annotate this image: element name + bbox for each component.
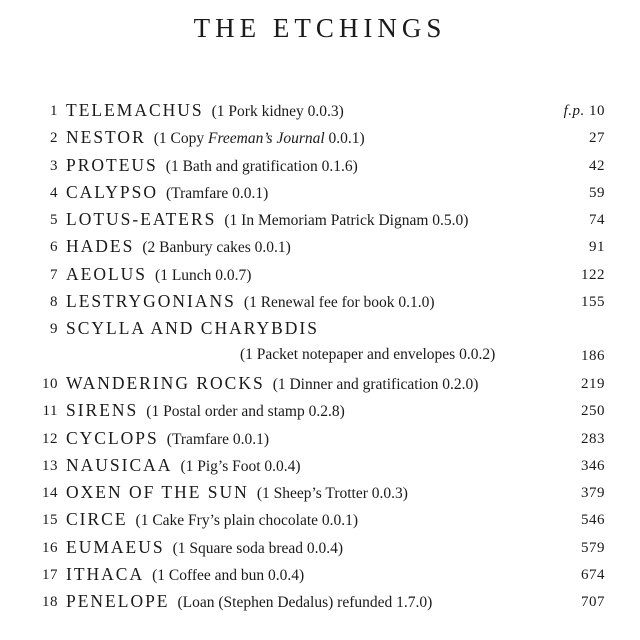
entry-page-number [581,429,605,449]
entry-note-part: (Tramfare 0.0.1) [166,430,270,448]
entry-number: 2 [50,130,58,147]
entry-line [66,317,319,341]
toc-entry [0,260,640,287]
entry-page-value: 283 [581,430,605,447]
entry-note-part: (Tramfare 0.0.1) [166,184,269,202]
entry-page-value: 74 [589,212,605,229]
entry-title: SCYLLA AND CHARYBDIS [66,318,319,339]
entry-page-number [581,456,605,476]
toc-entry [0,205,640,232]
entry-page-value: 155 [581,294,605,311]
entry-title: CYCLOPS [66,427,159,448]
entry-title: AEOLUS [66,263,148,284]
entry-line [66,427,269,451]
toc-entry [0,151,640,178]
entry-title: EUMAEUS [66,536,165,557]
entry-page-number [589,183,605,203]
entry-page-number [581,510,605,530]
entry-note [244,294,435,311]
entry-note-part: (1 Postal order and stamp 0.2.8) [146,403,345,421]
entry-page-number [589,210,605,230]
entry-number: 15 [42,512,58,529]
toc-entry [0,560,640,587]
entry-title: HADES [66,236,135,257]
entry-page-number [581,292,605,312]
entry-note [224,212,468,229]
entry-note [152,567,304,584]
toc-entry [0,178,640,205]
entry-number: 16 [42,539,58,556]
entry-number: 5 [50,212,58,229]
entry-note [142,239,291,256]
entry-number: 3 [50,157,58,174]
entry-line [66,154,358,178]
entry-number: 9 [50,321,58,338]
entry-line [66,290,435,314]
entry-note-part: (2 Banbury cakes 0.0.1) [142,239,291,257]
entry-note-part: (1 Packet notepaper and envelopes 0.0.2) [240,346,496,364]
toc-entry [0,505,640,532]
entry-note-part: (1 Coffee and bun 0.0.4) [152,567,305,585]
entry-note [180,458,300,475]
entry-title: WANDERING ROCKS [66,372,265,393]
entry-note [240,344,495,366]
entry-number: 8 [50,294,58,311]
entry-number: 17 [42,567,58,584]
entry-note [173,540,343,557]
entry-line [66,372,478,396]
entry-page-number [581,401,605,421]
toc-entry [0,369,640,396]
entry-page-value: 42 [589,157,605,174]
toc-entry [0,123,640,150]
entry-note-part: 0.0.1) [324,130,365,148]
entry-title: PENELOPE [66,591,170,612]
entry-note-part: (1 Pork kidney 0.0.3) [211,103,344,120]
entry-line [66,454,301,478]
entry-title: LESTRYGONIANS [66,291,236,312]
entry-page-number [589,128,605,148]
entry-page-value: 707 [581,594,605,611]
entry-note-part: (1 Square soda bread 0.0.4) [172,539,344,557]
entry-note [146,403,344,420]
entry-page-value: 579 [581,539,605,556]
entry-note-part: (1 Copy [153,130,208,148]
entry-line [66,99,344,123]
entry-line [66,399,345,423]
entry-page-value: 546 [581,512,605,529]
entry-note-part: (1 Pig’s Foot 0.0.4) [180,457,301,475]
entry-title: SIRENS [66,400,139,421]
entry-line [66,508,358,532]
toc-entry [0,314,640,369]
entry-page-value: 674 [581,567,605,584]
entry-page-number [564,101,605,121]
toc-entry [0,424,640,451]
entry-page-value: 250 [581,403,605,420]
entry-note [155,267,251,284]
entry-number: 1 [50,103,58,119]
entry-page-value: 122 [581,266,605,283]
entry-line [66,481,408,505]
entry-page-number [581,374,605,394]
entry-note [154,130,365,147]
toc-entry [0,396,640,423]
entry-number: 10 [42,375,58,392]
toc-entry [0,478,640,505]
entry-note [273,376,479,393]
entry-line [66,563,304,587]
entry-note-part: (1 Renewal fee for book 0.1.0) [243,294,435,312]
entry-number: 6 [50,239,58,256]
entry-note [167,431,269,448]
entry-note-part: (1 Lunch 0.0.7) [155,266,252,284]
entry-page-value: 219 [581,375,605,392]
entry-note [178,594,433,611]
toc-entry [0,96,640,123]
toc-entry [0,587,640,614]
entry-title: TELEMACHUS [66,100,204,120]
entry-note-part: (1 Dinner and gratification 0.2.0) [272,375,479,393]
entry-title: NESTOR [66,127,146,148]
entry-note-part: (1 Bath and gratification 0.1.6) [165,157,358,175]
entry-number: 11 [42,403,58,420]
entry-page-value: 27 [589,130,605,147]
entry-note-part: Freeman’s Journal [208,130,325,148]
entry-line [66,126,365,150]
entry-page-value: 346 [581,457,605,474]
entry-title: LOTUS-EATERS [66,209,217,230]
entry-page-value: 186 [581,348,605,365]
entry-line [66,208,468,232]
entry-page-number [589,156,605,176]
entry-page-value: 91 [589,239,605,256]
entry-page-number [581,565,605,585]
entry-title: OXEN OF THE SUN [66,482,249,503]
entry-note-part: (1 In Memoriam Patrick Dignam 0.5.0) [224,212,469,230]
entry-line [66,590,432,614]
entry-note-part: (Loan (Stephen Dedalus) refunded 1.7.0) [177,594,433,612]
toc-entry [0,287,640,314]
entry-page-number [589,237,605,257]
entry-title: CALYPSO [66,181,158,202]
table-of-contents [0,96,640,615]
entry-page-number [581,592,605,612]
entry-page-number [581,483,605,503]
entry-note [166,185,268,202]
entry-line [66,235,291,259]
entry-note-part: (1 Cake Fry’s plain chocolate 0.0.1) [135,512,359,530]
entry-title: NAUSICAA [66,454,173,475]
page-title: THE ETCHINGS [193,13,447,43]
entry-note [212,103,344,120]
toc-entry [0,232,640,259]
entry-number: 12 [42,430,58,447]
entry-page-prefix: f.p. [563,103,585,119]
entry-number: 7 [50,266,58,283]
entry-page-value: 10 [589,103,605,119]
toc-entry [0,533,640,560]
entry-number: 13 [42,457,58,474]
entry-line [66,536,343,560]
entry-note [257,485,408,502]
entry-page-value: 59 [589,184,605,201]
entry-page-number [581,346,605,366]
toc-entry [0,451,640,478]
entry-title: ITHACA [66,564,145,585]
entry-note [136,512,359,529]
entry-line [66,181,268,205]
entry-page-value: 379 [581,485,605,502]
entry-number: 4 [50,184,58,201]
entry-number: 14 [42,485,58,502]
entry-page-number [581,265,605,285]
entry-line [66,263,251,287]
entry-note [166,158,358,175]
entry-title: PROTEUS [66,154,158,175]
entry-number: 18 [42,594,58,611]
entry-page-number [581,538,605,558]
entry-title: CIRCE [66,509,128,530]
entry-note-part: (1 Sheep’s Trotter 0.0.3) [256,485,408,503]
